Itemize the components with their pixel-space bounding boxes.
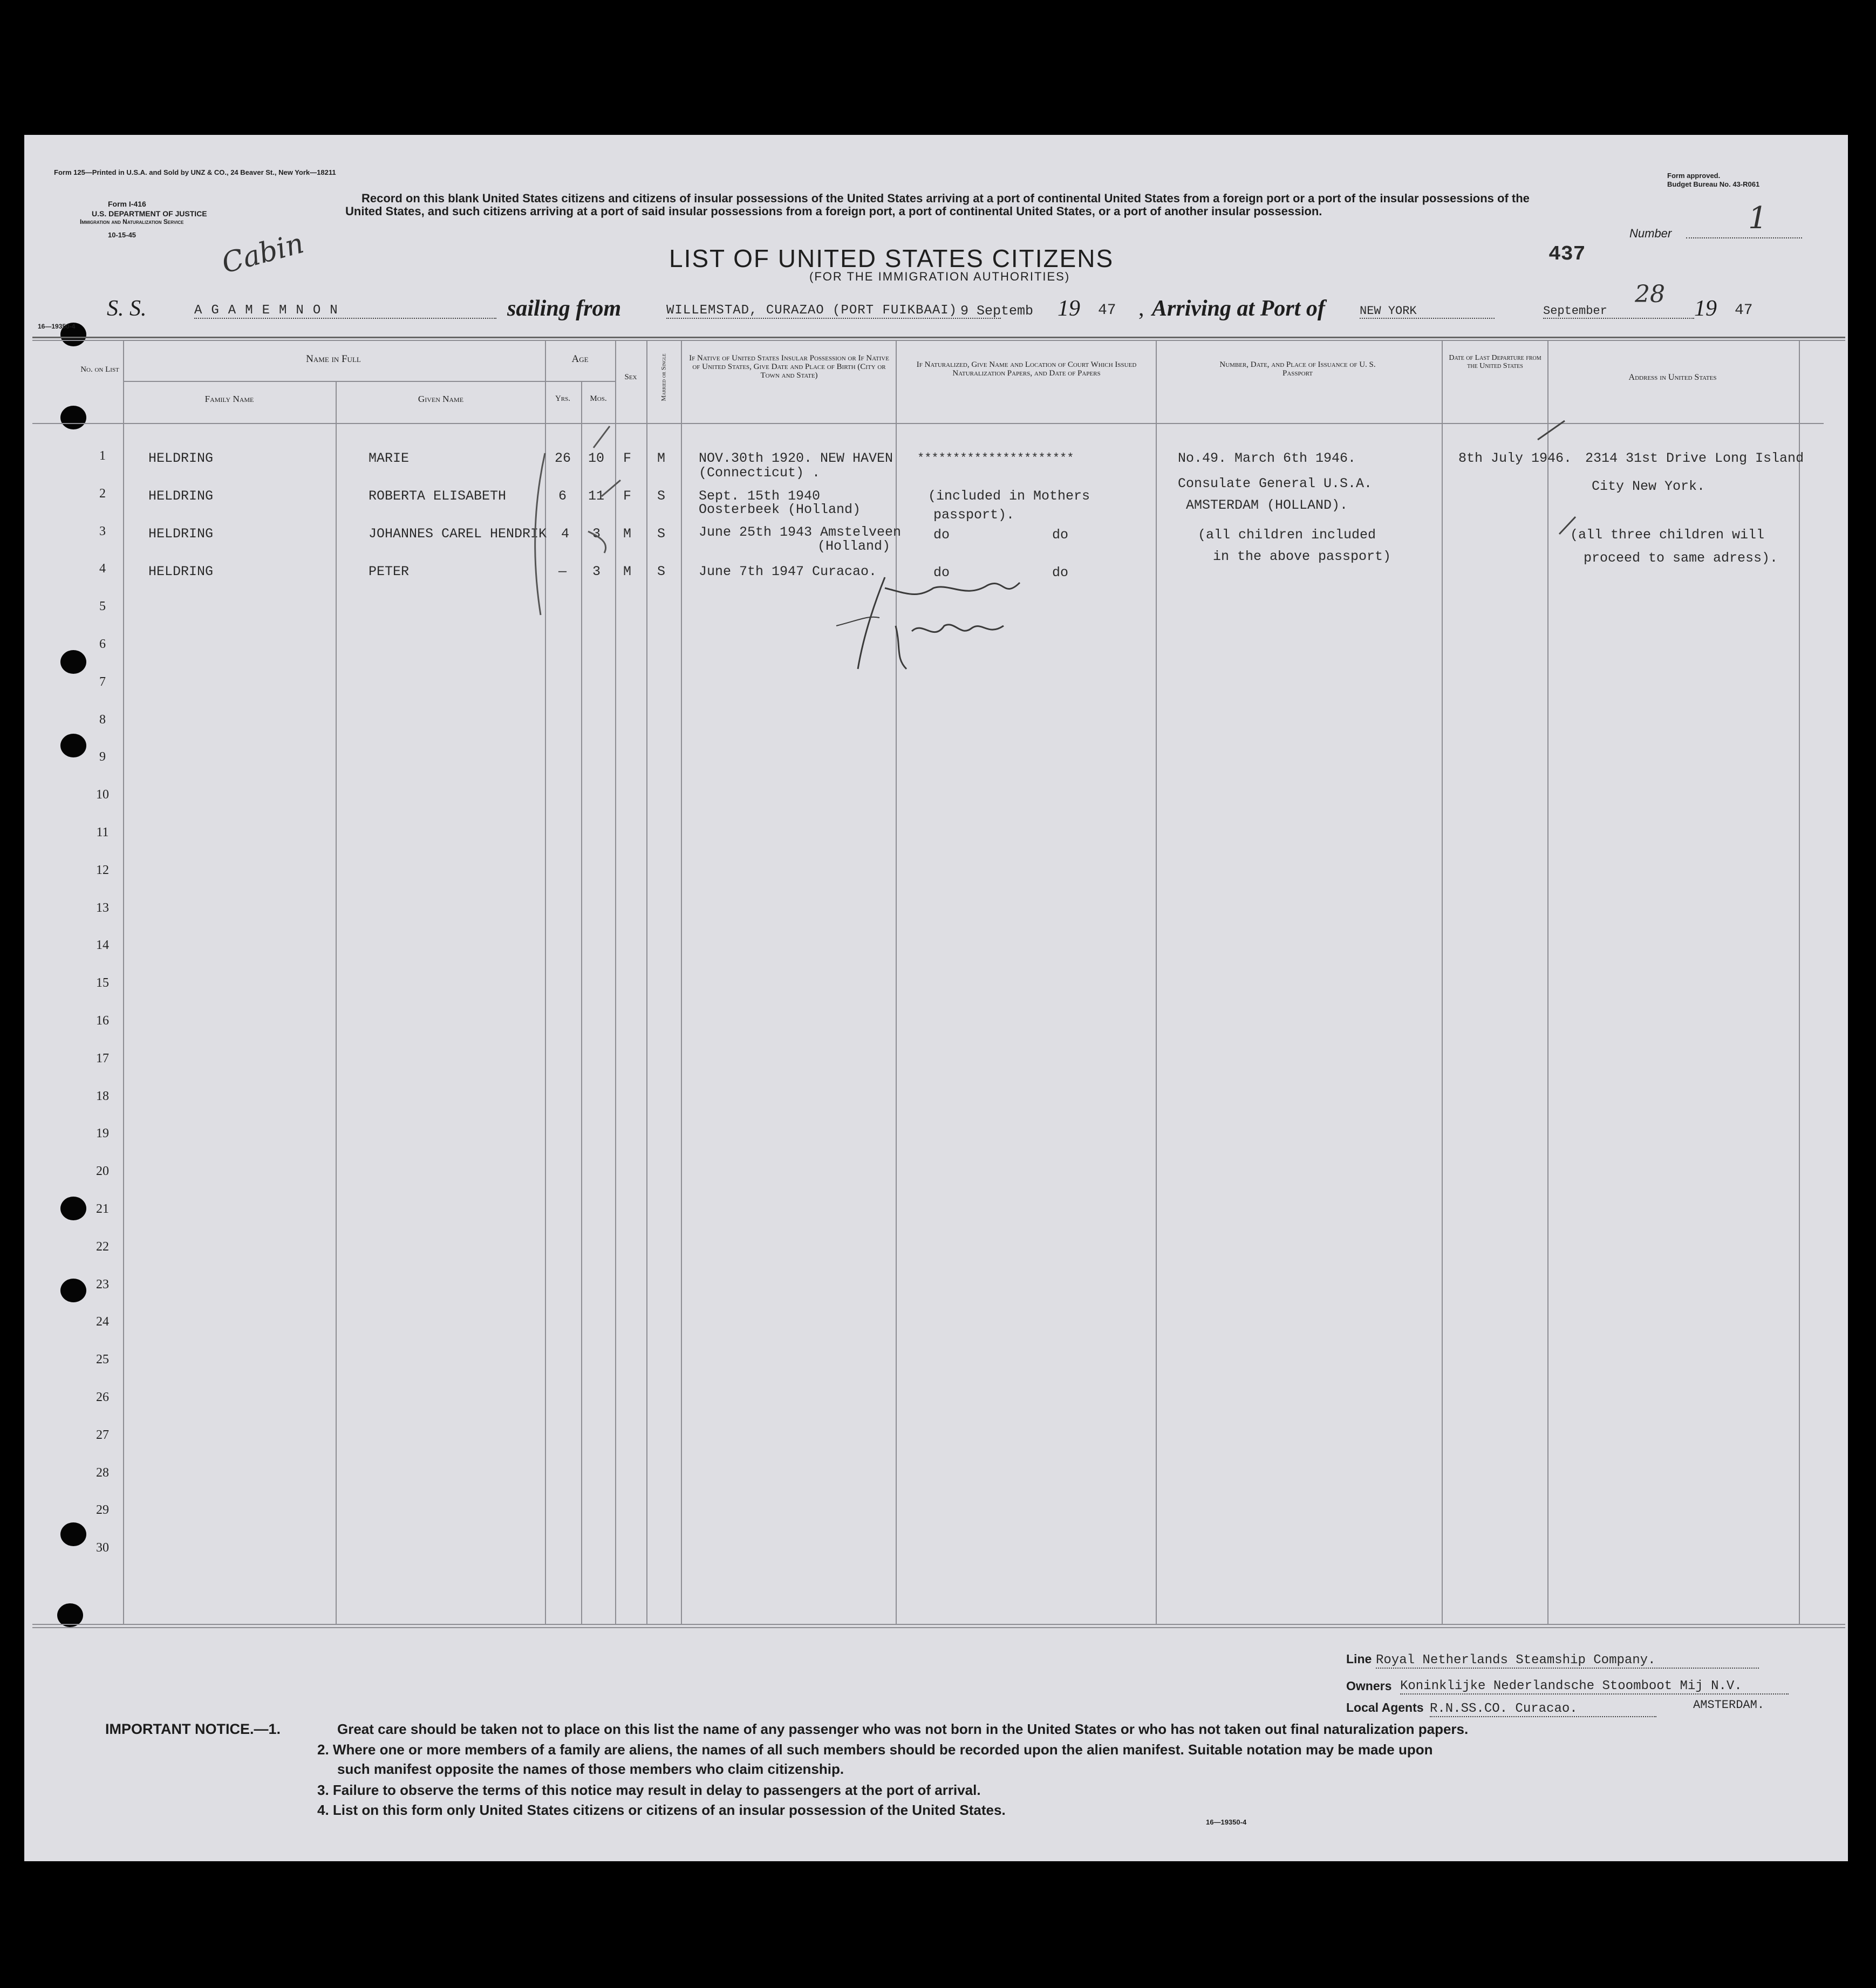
row-number: 28 xyxy=(96,1466,109,1480)
row-number: 18 xyxy=(96,1089,109,1103)
col-sex: Sex xyxy=(624,373,637,381)
notice-2b: such manifest opposite the names of those members who claim citizenship. xyxy=(337,1761,844,1777)
birth-2b: Oosterbeek (Holland) xyxy=(699,502,861,517)
handwritten-tick xyxy=(1532,415,1575,448)
col-yrs: Yrs. xyxy=(555,394,571,403)
col-married: Married or Single xyxy=(659,353,667,401)
age-mos-1: 10 xyxy=(588,450,605,466)
birth-1b: (Connecticut) . xyxy=(699,465,821,481)
sail-year: 47 xyxy=(1098,302,1116,319)
departure-1: 8th July 1946. xyxy=(1458,450,1572,466)
row-number: 22 xyxy=(96,1240,109,1254)
punch-hole xyxy=(60,734,86,757)
naturalized-4a: do xyxy=(933,565,950,580)
bottom-code: 16—19350-4 xyxy=(1206,1818,1247,1826)
age-yrs-4: — xyxy=(558,564,567,579)
row-number: 8 xyxy=(99,713,106,727)
row-number: 1 xyxy=(99,449,106,463)
punch-hole xyxy=(60,650,86,674)
sailing-date: 9 Septemb xyxy=(960,303,1034,319)
given-name-1: MARIE xyxy=(369,450,410,466)
handwritten-number: 1 xyxy=(1748,201,1768,236)
age-yrs-1: 26 xyxy=(555,450,571,466)
given-name-4: PETER xyxy=(369,564,410,579)
age-mos-4: 3 xyxy=(592,564,601,579)
ss-label: S. S. xyxy=(107,296,147,321)
passport-5: in the above passport) xyxy=(1213,549,1391,564)
notice-1: Great care should be taken not to place on this list the name of any passenger who was not born in the United States or who has not taken out final naturalization papers. xyxy=(337,1721,1469,1737)
notice-heading: IMPORTANT NOTICE.—1. xyxy=(105,1721,281,1737)
row-number: 25 xyxy=(96,1352,109,1367)
stamp-number: 437 xyxy=(1548,243,1586,266)
marital-1: M xyxy=(657,450,666,466)
row-number: 15 xyxy=(96,976,109,990)
agents-label: Local Agents xyxy=(1346,1700,1424,1714)
address-2: City New York. xyxy=(1592,479,1706,494)
margin-code: 16—19350-4 xyxy=(38,323,76,330)
family-name-4: HELDRING xyxy=(148,564,214,579)
naturalized-3a: do xyxy=(933,527,950,543)
arrive-year: 47 xyxy=(1735,302,1753,319)
handwritten-class: Cabin xyxy=(218,227,308,280)
birth-2: Sept. 15th 1940 xyxy=(699,488,821,504)
col-naturalized: If Naturalized, Give Name and Location of Court Which Issued Naturalization Papers, and Date of Papers xyxy=(916,360,1137,378)
family-name-3: HELDRING xyxy=(148,526,214,542)
arriving-label: Arriving at Port of xyxy=(1152,296,1325,321)
line-label: Line xyxy=(1346,1652,1372,1666)
form-approved: Form approved. xyxy=(1667,172,1721,180)
passport-3: AMSTERDAM (HOLLAND). xyxy=(1186,497,1348,513)
passport-2: Consulate General U.S.A. xyxy=(1178,476,1373,491)
col-mos: Mos. xyxy=(590,394,607,403)
row-number: 21 xyxy=(96,1202,109,1216)
row-number: 23 xyxy=(96,1277,109,1292)
notice-4: 4. List on this form only United States citizens or citizens of an insular possession of the United States. xyxy=(317,1802,1006,1818)
birth-3: June 25th 1943 Amstelveen xyxy=(699,524,902,540)
col-family: Family Name xyxy=(204,394,254,404)
ship-name: AGAMEMNON xyxy=(194,303,496,319)
punch-hole xyxy=(60,1197,86,1220)
age-yrs-2: 6 xyxy=(558,488,567,504)
instructions: Record on this blank United States citizens and citizens of insular possessions of the United States arriving at a port of continental United States from a foreign port or a port of the insular possessions of the United States, and such citizens arriving at a port of said insular possessions from a foreign port, a port of continental United States, or a port of another insular possession. xyxy=(345,192,1530,218)
row-number: 13 xyxy=(96,901,109,915)
sex-2: F xyxy=(623,488,632,504)
row-number: 5 xyxy=(99,599,106,613)
form-subtitle: (FOR THE IMMIGRATION AUTHORITIES) xyxy=(809,270,1070,283)
row-number: 2 xyxy=(99,487,106,501)
number-label: Number xyxy=(1629,227,1672,240)
row-number: 29 xyxy=(96,1503,109,1517)
row-number: 30 xyxy=(96,1541,109,1555)
punch-hole xyxy=(60,406,86,429)
marital-2: S xyxy=(657,488,666,504)
row-number: 24 xyxy=(96,1315,109,1329)
given-name-3: JOHANNES CAREL HENDRIK xyxy=(369,526,547,542)
punch-hole xyxy=(60,1279,86,1302)
naturalized-3b: do xyxy=(1052,527,1069,543)
arrival-port: NEW YORK xyxy=(1360,304,1495,319)
col-departure: Date of Last Departure from the United States xyxy=(1449,354,1541,370)
row-number: 6 xyxy=(99,637,106,651)
age-mos-2: 11 xyxy=(588,488,605,504)
naturalized-2b: passport). xyxy=(933,507,1015,523)
naturalized-4b: do xyxy=(1052,565,1069,580)
line-value: Royal Netherlands Steamship Company. xyxy=(1376,1653,1759,1669)
row-number: 16 xyxy=(96,1014,109,1028)
row-number: 7 xyxy=(99,675,106,689)
punch-hole xyxy=(60,1522,86,1546)
col-name-in-full: Name in Full xyxy=(306,353,361,365)
col-no: No. on List xyxy=(80,365,119,374)
age-mos-3: 3 xyxy=(592,526,601,542)
col-passport: Number, Date, and Place of Issuance of U. S. Passport xyxy=(1219,360,1376,378)
naturalized-1: ********************** xyxy=(917,452,1074,465)
budget-number: Budget Bureau No. 43-R061 xyxy=(1667,180,1760,188)
form-number: Form I-416 xyxy=(108,200,146,208)
arrival-day: 28 xyxy=(1635,281,1665,308)
address-1: 2314 31st Drive Long Island xyxy=(1585,450,1804,466)
marital-3: S xyxy=(657,526,666,542)
family-name-2: HELDRING xyxy=(148,488,214,504)
row-number: 11 xyxy=(96,825,109,839)
form-title: LIST OF UNITED STATES CITIZENS xyxy=(669,244,1114,272)
owners-city: AMSTERDAM. xyxy=(1693,1698,1765,1712)
handwritten-tick xyxy=(1554,513,1619,545)
birth-4: June 7th 1947 Curacao. xyxy=(699,564,877,579)
sail-year-prefix: 19 xyxy=(1058,296,1080,321)
sailing-label: sailing from xyxy=(507,296,622,321)
inspector-signature xyxy=(826,566,1074,674)
passport-1: No.49. March 6th 1946. xyxy=(1178,450,1356,466)
row-number: 27 xyxy=(96,1428,109,1442)
col-given: Given Name xyxy=(418,394,464,404)
sailing-from: WILLEMSTAD, CURAZAO (PORT FUIKBAAI) xyxy=(666,303,1001,319)
row-number: 17 xyxy=(96,1051,109,1065)
sex-3: M xyxy=(623,526,632,542)
handwritten-checkmarks xyxy=(529,421,669,626)
age-yrs-3: 4 xyxy=(561,526,570,542)
row-number: 9 xyxy=(99,750,106,764)
sex-1: F xyxy=(623,450,632,466)
row-number: 14 xyxy=(96,938,109,952)
row-number: 3 xyxy=(99,524,106,538)
row-number: 19 xyxy=(96,1126,109,1140)
birth-3b: (Holland) xyxy=(817,538,891,554)
owners-value: Koninklijke Nederlandsche Stoomboot Mij N.V. xyxy=(1400,1679,1789,1695)
department: U.S. DEPARTMENT OF JUSTICE xyxy=(92,209,207,218)
passport-4: (all children included xyxy=(1198,527,1376,543)
row-number: 26 xyxy=(96,1390,109,1404)
family-name-1: HELDRING xyxy=(148,450,214,466)
arrival-month: September xyxy=(1543,304,1694,319)
row-number: 12 xyxy=(96,863,109,877)
number-line xyxy=(1686,237,1802,238)
address-3: (all three children will xyxy=(1570,527,1765,543)
col-address: Address in United States xyxy=(1628,373,1717,382)
given-name-2: ROBERTA ELISABETH xyxy=(369,488,507,504)
naturalized-2: (included in Mothers xyxy=(928,488,1090,504)
col-age: Age xyxy=(571,353,589,365)
row-number: 4 xyxy=(99,562,106,576)
col-birth: If Native of United States Insular Possession or If Native of United States, Give Date and Place of Birth (City or Town and State) xyxy=(689,354,889,380)
owners-label: Owners xyxy=(1346,1679,1392,1693)
sex-4: M xyxy=(623,564,632,579)
row-number: 20 xyxy=(96,1164,109,1178)
agents-value: R.N.SS.CO. Curacao. xyxy=(1430,1702,1656,1717)
row-number: 10 xyxy=(96,788,109,802)
form-date: 10-15-45 xyxy=(108,231,137,239)
notice-3: 3. Failure to observe the terms of this notice may result in delay to passengers at the port of arrival. xyxy=(317,1782,981,1798)
notice-2a: 2. Where one or more members of a family are aliens, the names of all such members should be recorded upon the alien manifest. Suitable notation may be made upon xyxy=(317,1741,1433,1758)
arrive-year-prefix: 19 xyxy=(1694,296,1717,321)
service: Immigration and Naturalization Service xyxy=(80,218,184,226)
marital-4: S xyxy=(657,564,666,579)
address-4: proceed to same adress). xyxy=(1584,550,1778,566)
birth-1: NOV.30th 1920. NEW HAVEN xyxy=(699,450,893,466)
printer-line: Form 125—Printed in U.S.A. and Sold by UNZ & CO., 24 Beaver St., New York—18211 xyxy=(54,168,336,176)
